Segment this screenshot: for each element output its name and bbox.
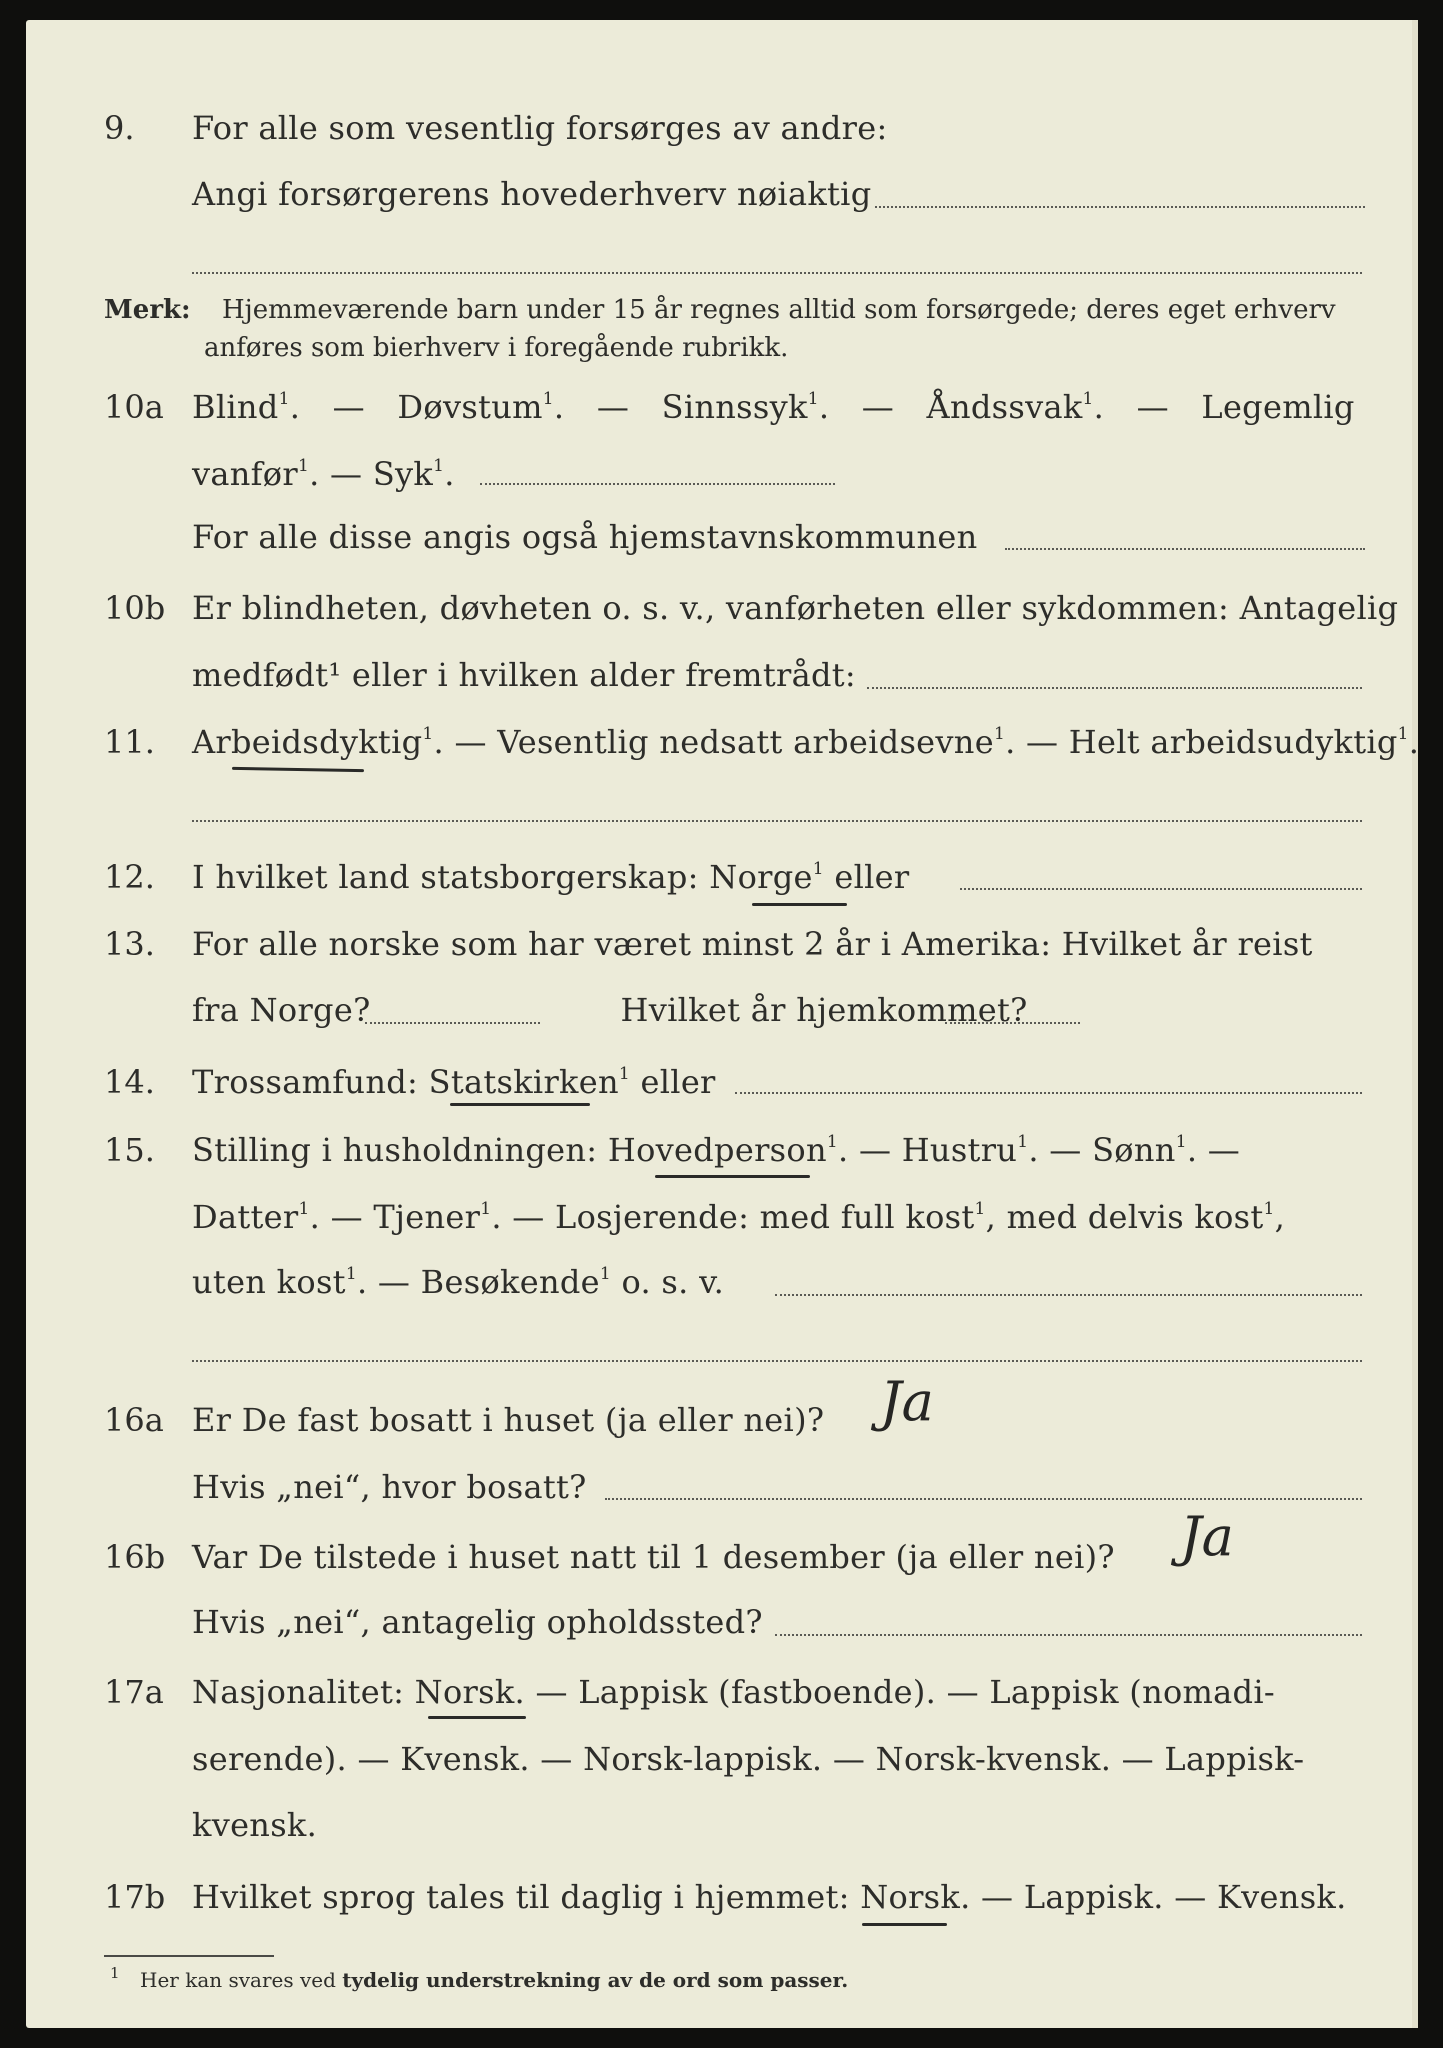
handwritten-answer: Ja [880,1370,934,1433]
note-label: Merk: [104,295,191,325]
item-text: Trossamfund: Statskirken$^1$ eller [192,1063,716,1101]
item-text: Er De fast bosatt i huset (ja eller nei)? [192,1401,825,1439]
item-13 [0,912,1443,976]
item-10a-line3 [0,505,1443,569]
item-text: Blind$^1$. — Døvstum$^1$. — Sinnssyk$^1$. — Åndssvak$^1$. — Legemlig [192,388,1355,426]
item-text: uten kost$^1$. — Besøkende$^1$ o. s. v. [192,1263,725,1301]
handwritten-underline [862,1923,947,1926]
answer-line[interactable] [875,206,1365,208]
item-10a-line2 [0,442,1443,506]
answer-line[interactable] [605,1498,1362,1500]
item-text: Er blindheten, døvheten o. s. v., vanførheten eller sykdommen: Antagelig [192,589,1399,627]
item-text: Datter$^1$. — Tjener$^1$. — Losjerende: med full kost$^1$, med delvis kost$^1$, [192,1198,1286,1236]
item-text: Arbeidsdyktig$^1$. — Vesentlig nedsatt arbeidsevne$^1$. — Helt arbeidsudyktig$^1$. [192,723,1420,761]
item-text: Hvis „nei“, antagelig opholdssted? [192,1603,763,1641]
handwritten-underline [655,1175,810,1178]
item-number: 17b [104,1878,166,1916]
item-text: For alle som vesentlig forsørges av andre: [192,109,888,147]
item-text: Var De tilstede i huset natt til 1 desember (ja eller nei)? [192,1538,1115,1576]
answer-line[interactable] [945,1022,1080,1024]
item-text: kvensk. [192,1806,318,1844]
item-15-line2 [0,1185,1443,1249]
answer-line[interactable] [365,1022,540,1024]
item-number: 17a [104,1673,164,1711]
footnote: 1 Her kan svares ved tydelig understrekning av de ord som passer. [110,1964,849,1992]
answer-line[interactable] [1005,548,1365,550]
item-10b-line2 [0,643,1443,707]
item-17b [0,1865,1443,1929]
item-text: Nasjonalitet: Norsk. — Lappisk (fastboende). — Lappisk (nomadi- [192,1673,1275,1711]
item-17a-line2 [0,1727,1443,1791]
item-number: 10b [104,589,166,627]
item-number: 10a [104,388,164,426]
answer-line[interactable] [775,1634,1362,1636]
item-number: 13. [104,925,155,963]
item-13-line2 [0,978,1443,1042]
answer-line[interactable] [735,1092,1362,1094]
item-text: I hvilket land statsborgerskap: Norge$^1$ eller [192,858,910,896]
answer-line[interactable] [775,1294,1362,1296]
item-text: vanfør$^1$. — Syk$^1$. [192,455,455,493]
item-text: Hvilket sprog tales til daglig i hjemmet: Norsk. — Lappisk. — Kvensk. [192,1878,1347,1916]
item-17a-line3 [0,1793,1443,1857]
item-number: 12. [104,858,155,896]
item-number: 14. [104,1063,155,1101]
item-16b-line2 [0,1590,1443,1654]
item-12 [0,845,1443,909]
item-text: Hvis „nei“, hvor bosatt? [192,1468,587,1506]
item-number: 9. [104,109,135,147]
item-11 [0,710,1443,774]
answer-line[interactable] [192,1360,1362,1362]
answer-line[interactable] [192,820,1362,822]
item-10a [0,375,1443,439]
item-text: For alle norske som har været minst 2 år i Amerika: Hvilket år reist [192,925,1313,963]
item-text: Angi forsørgerens hovederhverv nøiaktig [192,175,872,213]
item-number: 15. [104,1131,155,1169]
answer-line[interactable] [480,483,835,485]
item-10b [0,576,1443,640]
item-text: serende). — Kvensk. — Norsk-lappisk. — Norsk-kvensk. — Lappisk- [192,1740,1305,1778]
item-text: For alle disse angis også hjemstavnskommunen [192,518,978,556]
item-9 [0,96,1443,160]
item-text: Stilling i husholdningen: Hovedperson$^1$. — Hustru$^1$. — Sønn$^1$. — [192,1131,1241,1169]
item-14 [0,1050,1443,1114]
item-17a [0,1660,1443,1724]
answer-line[interactable] [192,272,1362,274]
handwritten-underline [428,1716,526,1719]
footnote-rule [104,1955,274,1957]
note-text: Hjemmeværende barn under 15 år regnes alltid som forsørgede; deres eget erhverv [222,295,1336,325]
item-9-line2 [0,162,1443,226]
item-number: 11. [104,723,155,761]
handwritten-underline [752,903,847,906]
item-number: 16a [104,1401,164,1439]
item-text: medfødt¹ eller i hvilken alder fremtrådt: [192,656,856,694]
item-number: 16b [104,1538,166,1576]
answer-line[interactable] [960,888,1362,890]
handwritten-answer: Ja [1180,1505,1234,1568]
item-15-line3 [0,1250,1443,1314]
handwritten-underline [450,1103,590,1106]
item-15 [0,1118,1443,1182]
item-text: fra Norge? Hvilket år hjemkommet? [192,991,1028,1029]
item-16a [0,1388,1443,1452]
note-text: anføres som bierhverv i foregående rubrikk. [204,333,789,363]
answer-line[interactable] [867,687,1362,689]
